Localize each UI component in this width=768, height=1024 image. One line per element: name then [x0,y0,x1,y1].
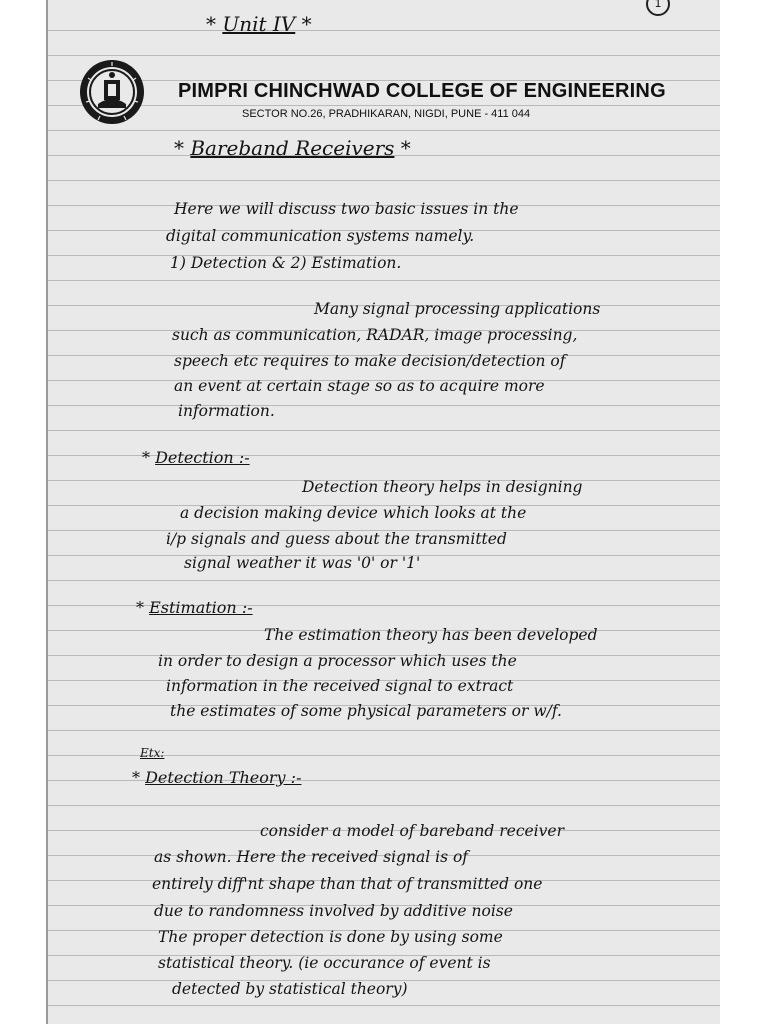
college-logo-icon [78,58,146,126]
heading-star-right: * [400,136,411,160]
estimation-heading [136,598,253,617]
detection-theory-line: as shown. Here the received signal is of [154,848,469,866]
detection-theory-line: detected by statistical theory) [172,980,408,998]
estimation-line: in order to design a processor which uses the [158,652,517,670]
unit-title-text: Unit IV [222,12,296,36]
para-line: an event at certain stage so as to acquire more [174,377,545,395]
college-address: SECTOR NO.26, PRADHIKARAN, NIGDI, PUNE - 411 044 [242,108,531,120]
para-line: information. [178,402,275,420]
estimation-line: the estimates of some physical parameters or w/f. [170,702,562,720]
detection-title: Detection :- [155,448,250,467]
college-name: PIMPRI CHINCHWAD COLLEGE OF ENGINEERING [178,80,666,102]
margin-note: Etx: [140,746,165,760]
notebook-page [46,0,720,1024]
star-right: * [301,12,312,36]
page-number: 1 [646,0,670,16]
detection-line: i/p signals and guess about the transmitted [166,530,507,548]
detection-theory-line: due to randomness involved by additive noise [154,902,513,920]
intro-line: digital communication systems namely. [166,227,475,245]
detection-theory-heading [132,768,301,787]
page-heading [174,136,411,160]
section-star: * [132,768,140,787]
para-line: such as communication, RADAR, image processing, [172,326,578,344]
detection-theory-line: The proper detection is done by using some [158,928,503,946]
heading-text: Bareband Receivers [190,136,395,160]
estimation-title: Estimation :- [149,598,253,617]
para-line: speech etc requires to make decision/detection of [174,352,566,370]
detection-line: Detection theory helps in designing [302,478,583,496]
intro-line: Here we will discuss two basic issues in the [174,200,519,218]
detection-theory-title: Detection Theory :- [145,768,302,787]
heading-star-left: * [174,136,184,160]
estimation-line: information in the received signal to extract [166,677,514,695]
intro-line: 1) Detection & 2) Estimation. [170,254,402,272]
detection-heading [142,448,250,467]
unit-title [206,12,312,36]
detection-theory-line: statistical theory. (ie occurance of event is [158,954,491,972]
detection-theory-line: consider a model of bareband receiver [260,822,564,840]
margin-line [46,0,48,1024]
section-star: * [136,598,144,617]
section-star: * [142,448,150,467]
star-left: * [206,12,216,36]
detection-line: a decision making device which looks at the [180,504,527,522]
detection-theory-line: entirely diff'nt shape than that of transmitted one [152,875,543,893]
detection-line: signal weather it was '0' or '1' [184,554,421,572]
estimation-line: The estimation theory has been developed [264,626,598,644]
para-line: Many signal processing applications [314,300,601,318]
